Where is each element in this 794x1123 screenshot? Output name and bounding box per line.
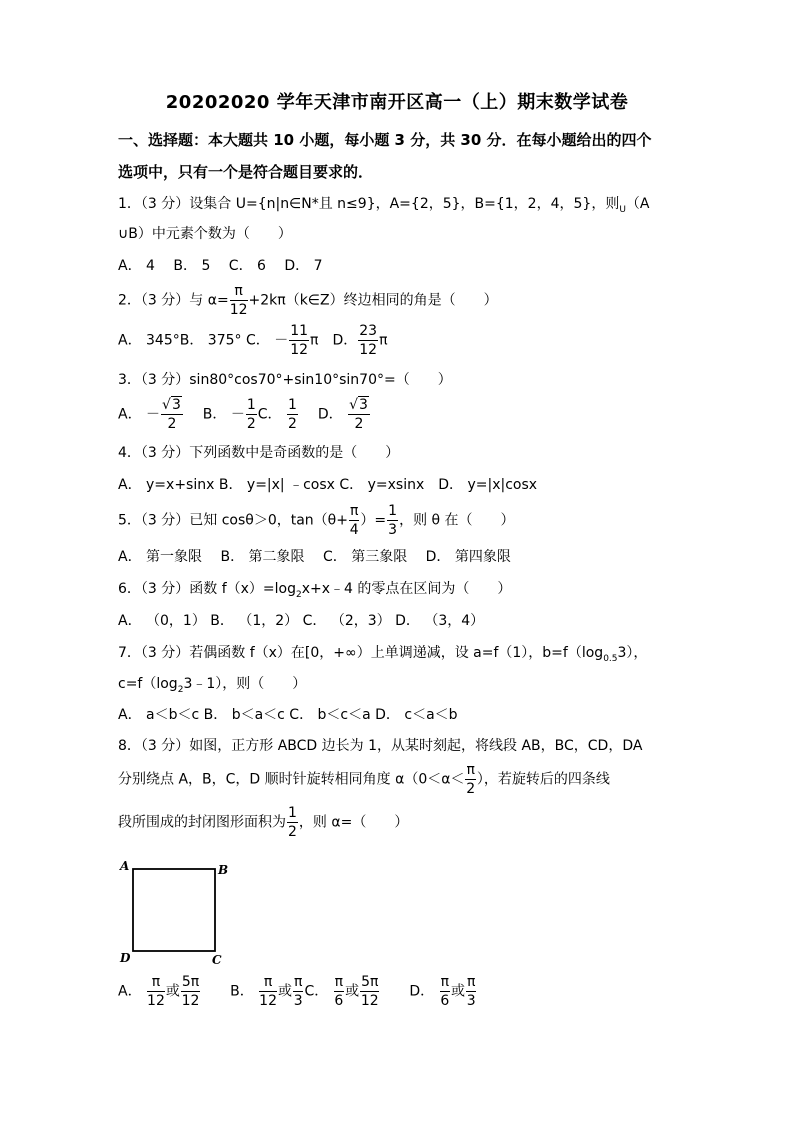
q2-opt-d-den: 12 — [359, 342, 378, 358]
sqrt-symbol: √ — [162, 397, 171, 413]
frac-den: 12 — [360, 993, 379, 1009]
q7-log-base-2: 2 — [177, 685, 184, 695]
page-title: 20202020 学年天津市南开区高一（上）期末数学试卷 — [165, 92, 629, 113]
q8-opt-d-frac-1 — [440, 975, 450, 1008]
q8-frac-pi-2-den: 2 — [466, 781, 476, 797]
q5-frac1-num: π — [349, 503, 359, 519]
frac-den: 3 — [293, 993, 303, 1009]
q3-opt-b-num: 1 — [246, 397, 256, 413]
frac-den: 12 — [259, 993, 277, 1009]
q3-opt-a-den: 2 — [167, 416, 177, 432]
q8-frac-1-2-den: 2 — [288, 824, 297, 840]
q8-opt-c-frac-1 — [334, 975, 344, 1008]
section-header-line-2: 选项中，只有一个是符合题目要求的． — [118, 163, 374, 181]
frac-den: 6 — [334, 993, 344, 1009]
q2-stem-post: +2kπ（k∈Z）终边相同的角是（ ） — [248, 292, 498, 309]
q1-complement-sub: U — [619, 205, 626, 215]
q8-square-figure — [116, 858, 236, 966]
frac-num: π — [294, 974, 303, 990]
q2-options — [118, 324, 388, 357]
q5-frac2-num: 1 — [388, 503, 398, 519]
q8-stem-line-3 — [118, 806, 408, 839]
q8-opt-b-frac-1 — [259, 975, 277, 1008]
q3-opt-d-den: 2 — [354, 416, 364, 432]
frac-den: 12 — [147, 993, 165, 1009]
q8-stem-line-2 — [118, 763, 610, 796]
q3-opt-c-den: 2 — [288, 416, 297, 432]
q7-line2-post: 3﹣1），则（ ） — [183, 676, 307, 692]
q8-options — [118, 975, 477, 1008]
q7-stem-line-1 — [118, 646, 647, 664]
frac-den: 6 — [440, 993, 450, 1009]
q5-frac1-den: 4 — [349, 522, 359, 538]
q3-opt-c-num: 1 — [288, 397, 297, 413]
frac-num: 5π — [181, 974, 200, 990]
q1-stem-line-1 — [118, 197, 649, 215]
q6-options: A． （0，1） B． （1，2） C． （2，3） D． （3，4） — [118, 613, 485, 629]
frac-den: 3 — [466, 993, 476, 1009]
frac-num: π — [334, 974, 344, 990]
q8-opt-a-frac-2 — [181, 975, 200, 1008]
q5-stem-post: ，则 θ 在（ ） — [399, 512, 515, 529]
q3-opt-b-label: B． — [202, 406, 227, 423]
frac-num: 5π — [361, 974, 379, 990]
frac-num: π — [147, 975, 165, 992]
q3-opt-a-radicand: 3 — [171, 397, 181, 413]
q8-opt-d-label: D． — [409, 983, 435, 1000]
q8-line2-post: ），若旋转后的四条线 — [476, 771, 610, 788]
q7-line2-pre: c=f（log — [118, 676, 178, 692]
vertex-label-b: B — [218, 863, 229, 877]
q8-frac-1-2 — [287, 806, 298, 839]
q6-stem-post: x+x﹣4 的零点在区间为（ ） — [301, 581, 512, 597]
q2-opt-d-post: π — [379, 332, 388, 349]
square-abcd — [133, 869, 215, 951]
q3-opt-d-frac — [348, 398, 370, 431]
q8-opt-b-frac-2 — [293, 975, 303, 1008]
q5-stem-mid: ）= — [360, 512, 387, 529]
vertex-label-d: D — [120, 951, 131, 965]
q3-opt-d-sqrt — [349, 398, 369, 412]
q8-stem-line-1: 8．（3 分）如图，正方形 ABCD 边长为 1，从某时刻起，将线段 AB，BC，CD，DA — [118, 738, 643, 754]
q8-frac-pi-2-num: π — [466, 762, 475, 778]
q5-stem — [118, 504, 515, 537]
q2-options-ab: A． 345°B． 375° C． — [118, 332, 270, 349]
frac-num: π — [467, 974, 476, 990]
q8-opt-c-label: C． — [304, 983, 329, 1000]
q3-opt-b-sign: － — [230, 406, 245, 423]
q3-opt-a-label: A． — [118, 406, 142, 423]
q3-stem: 3．（3 分）sin80°cos70°+sin10°sin70°=（ ） — [118, 372, 452, 388]
q2-opt-c-num: 11 — [290, 323, 309, 339]
q2-opt-d-num: 23 — [359, 323, 378, 339]
q3-opt-d-label: D． — [317, 406, 343, 423]
q1-stem-tail: （A — [625, 196, 650, 212]
q8-line2-pre: 分别绕点 A，B，C，D 顺时针旋转相同角度 α（0＜α＜ — [118, 771, 465, 788]
q4-options: A． y=x+sinx B． y=|x| ﹣cosx C． y=xsinx D． y=|x|cosx — [118, 477, 538, 493]
q2-opt-c-sign: － — [274, 332, 289, 349]
q3-opt-b-den: 2 — [246, 416, 256, 432]
q2-stem — [118, 284, 498, 317]
q2-opt-d-frac — [358, 324, 378, 357]
q1-stem-line-2: ∪B）中元素个数为（ ） — [118, 226, 292, 242]
q7-options: A． a＜b＜c B． b＜a＜c C． b＜c＜a D． c＜a＜b — [118, 707, 458, 723]
q3-opt-b-frac — [246, 398, 257, 431]
q8-or: 或 — [451, 983, 466, 1000]
q3-opt-c-frac — [287, 398, 298, 431]
q6-log-base: 2 — [296, 590, 302, 600]
q5-options: A． 第一象限 B． 第二象限 C． 第三象限 D． 第四象限 — [118, 549, 511, 565]
q8-opt-a-label: A． — [118, 983, 142, 1000]
q3-opt-d-radicand: 3 — [358, 397, 368, 413]
sqrt-symbol: √ — [349, 397, 358, 413]
q3-opt-a-sign: － — [146, 406, 161, 423]
q8-opt-c-frac-2 — [360, 975, 379, 1008]
q1-stem-text: 1．（3 分）设集合 U={n|n∈N*且 n≤9}，A={2，5}，B={1，2，4，5}，则 — [118, 196, 620, 212]
q5-stem-pre: 5．（3 分）已知 cosθ＞0，tan（θ+ — [118, 512, 348, 529]
q8-frac-1-2-num: 1 — [288, 805, 297, 821]
q8-opt-d-frac-2 — [466, 975, 476, 1008]
q8-frac-pi-2 — [465, 763, 475, 796]
q2-opt-c-den: 12 — [290, 342, 309, 358]
q2-fraction — [230, 284, 248, 317]
section-header-line-1: 一、选择题：本大题共 10 小题，每小题 3 分，共 30 分．在每小题给出的四个 — [118, 131, 652, 149]
q7-stem-pre: 7．（3 分）若偶函数 f（x）在[0，+∞）上单调递减，设 a=f（1），b=f（log — [118, 645, 604, 661]
q8-or: 或 — [278, 983, 292, 1000]
q7-stem-post: 3）， — [617, 645, 648, 661]
q7-log-base-1: 0.5 — [603, 654, 618, 664]
q3-opt-a-sqrt — [162, 398, 182, 412]
q8-opt-b-label: B． — [230, 983, 254, 1000]
frac-den: 12 — [181, 993, 200, 1009]
q5-frac-1-3 — [387, 504, 398, 537]
q2-stem-pre: 2．（3 分）与 α= — [118, 292, 229, 309]
q3-opt-c-label: C． — [257, 406, 282, 423]
q1-options: A． 4 B． 5 C． 6 D． 7 — [118, 258, 323, 274]
q2-opt-c-frac — [289, 324, 309, 357]
q5-frac2-den: 3 — [388, 522, 398, 538]
q8-line3-post: ，则 α=（ ） — [298, 814, 409, 831]
q6-stem — [118, 582, 511, 600]
q5-frac-pi-4 — [349, 504, 359, 537]
q7-stem-line-2 — [118, 677, 306, 695]
q3-options — [118, 398, 371, 431]
q8-or: 或 — [345, 983, 360, 1000]
q2-opt-c-post: π D． — [310, 332, 358, 349]
q8-opt-a-frac-1 — [147, 975, 165, 1008]
q8-line3-pre: 段所围成的封闭图形面积为 — [118, 814, 286, 831]
q4-stem: 4．（3 分）下列函数中是奇函数的是（ ） — [118, 445, 400, 461]
q8-or: 或 — [165, 983, 180, 1000]
q6-stem-pre: 6．（3 分）函数 f（x）=log — [118, 581, 297, 597]
q2-frac-den: 12 — [229, 302, 248, 318]
q2-frac-num: π — [230, 284, 248, 301]
vertex-label-c: C — [212, 953, 222, 966]
q3-opt-a-frac — [161, 398, 183, 431]
frac-num: π — [259, 975, 277, 992]
frac-num: π — [440, 974, 450, 990]
vertex-label-a: A — [120, 859, 130, 873]
